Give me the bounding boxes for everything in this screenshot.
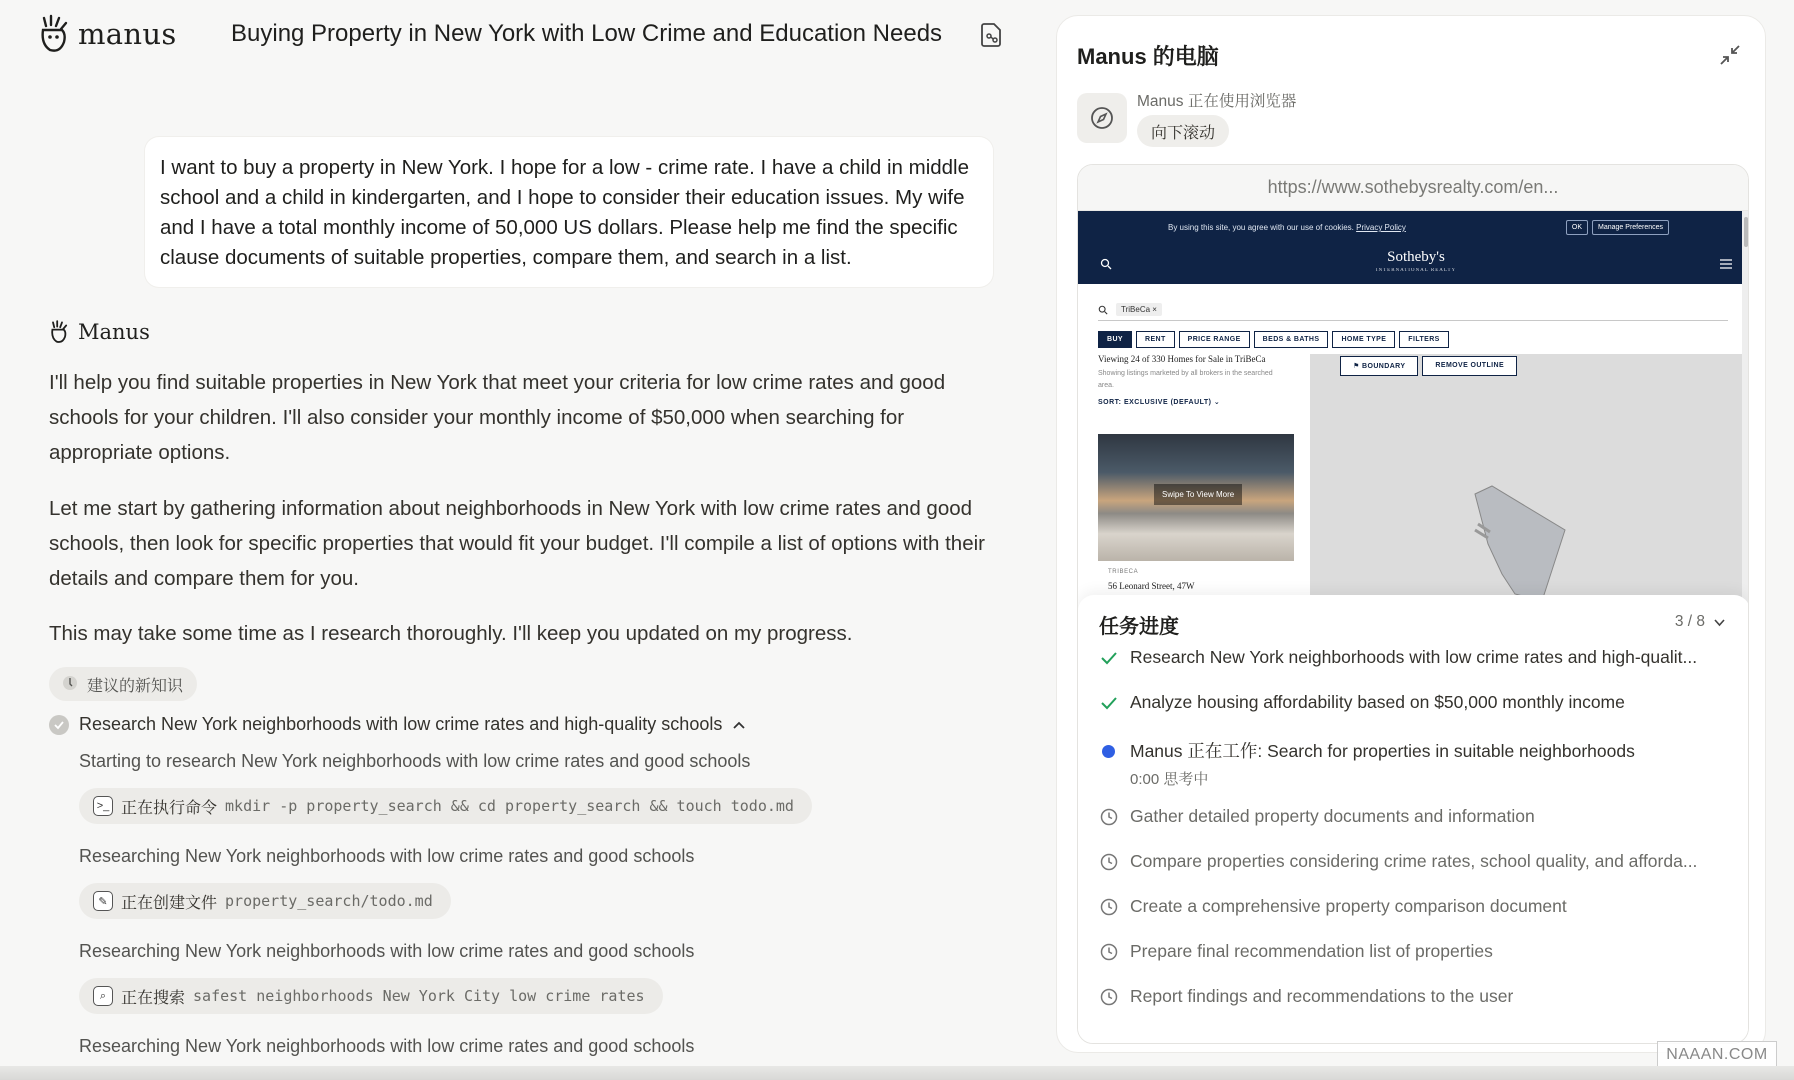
active-task-status: 0:00 思考中 — [1130, 771, 1209, 788]
swipe-label: Swipe To View More — [1154, 484, 1242, 505]
computer-panel — [1056, 15, 1766, 1053]
filter-rent[interactable]: RENT — [1136, 331, 1175, 348]
progress-task: Research New York neighborhoods with low crime rates and high-qualit... — [1099, 647, 1729, 669]
progress-count: 3 / 8 — [1674, 613, 1705, 630]
clock-icon — [1099, 851, 1118, 873]
check-icon — [1099, 692, 1118, 714]
search-icon: ⌕ — [93, 986, 113, 1006]
clock-icon — [1099, 806, 1118, 828]
step-sub-text: Researching New York neighborhoods with low crime rates and good schools — [79, 941, 695, 961]
filter-home-type[interactable]: HOME TYPE — [1332, 331, 1395, 348]
progress-task: Prepare final recommendation list of properties — [1099, 941, 1729, 963]
cookie-preferences-button[interactable]: Manage Preferences — [1592, 220, 1669, 235]
tool-status: Manus 正在使用浏览器 — [1137, 93, 1297, 110]
action-label: 正在执行命令 — [121, 799, 218, 817]
panel-title: Manus 的电脑 — [1077, 44, 1219, 69]
in-progress-dot-icon — [1099, 738, 1118, 760]
listing-neighborhood: TRIBECA — [1108, 569, 1139, 575]
search-icon[interactable] — [1100, 258, 1112, 270]
progress-task: Compare properties considering crime rates, school quality, and afforda... — [1099, 851, 1729, 873]
lightbulb-icon — [61, 675, 79, 693]
clock-icon — [1099, 941, 1118, 963]
listing-address: 56 Leonard Street, 47W — [1108, 581, 1195, 591]
search-tag[interactable]: TriBeCa × — [1116, 303, 1162, 316]
search-icon — [1098, 305, 1108, 315]
watermark: NAAAN.COM — [1657, 1041, 1777, 1069]
sothebys-logo[interactable]: Sotheby's INTERNATIONAL REALTY — [1375, 249, 1457, 273]
filter-buy[interactable]: BUY — [1098, 331, 1132, 348]
action-label: 正在搜索 — [121, 989, 186, 1007]
suggested-knowledge-button[interactable] — [49, 667, 197, 701]
filter-bar — [1098, 331, 1449, 348]
share-button[interactable] — [976, 20, 1006, 50]
sort-dropdown[interactable]: SORT: EXCLUSIVE (DEFAULT) ⌄ — [1098, 399, 1221, 406]
progress-toggle[interactable] — [1675, 613, 1726, 631]
share-file-icon — [979, 22, 1003, 48]
listing-column — [1098, 354, 1298, 406]
agent-name: Manus — [78, 320, 150, 344]
tool-action-badge: 向下滚动 — [1137, 115, 1229, 147]
bottom-edge — [0, 1066, 1794, 1080]
step-header[interactable] — [49, 714, 746, 735]
clock-icon — [1099, 986, 1118, 1008]
check-icon — [1099, 647, 1118, 669]
agent-paragraph: Let me start by gathering information about neighborhoods in New York with low crime rates and good schools, then look for specific properties that would fit your budget. I'll compile a list of options with their details and compare them for you. — [49, 497, 985, 590]
task-title: Buying Property in New York with Low Crime and Education Needs — [231, 20, 943, 47]
progress-task: Report findings and recommendations to the user — [1099, 986, 1729, 1008]
compass-icon — [1089, 105, 1115, 131]
user-message: I want to buy a property in New York. I hope for a low - crime rate. I have a child in middle school and a child in kindergarten, and I hope to consider their education issues. My wife and I have a total monthly income of 50,000 US dollars. Please help me find the specific clause documents of suitable properties, compare them, and search in a list. — [145, 137, 993, 287]
filter-more[interactable]: FILTERS — [1399, 331, 1448, 348]
filter-beds-baths[interactable]: BEDS & BATHS — [1254, 331, 1329, 348]
hamburger-menu-icon[interactable] — [1720, 259, 1732, 269]
chevron-down-icon — [1713, 616, 1726, 629]
manus-hand-icon — [36, 14, 72, 54]
cookie-banner — [1078, 211, 1749, 244]
listing-note: Showing listings marketed by all brokers in the searched area. — [1098, 370, 1273, 389]
step-sub-text: Researching New York neighborhoods with low crime rates and good schools — [79, 1036, 695, 1056]
step-sub-text: Researching New York neighborhoods with low crime rates and good schools — [79, 846, 695, 866]
task-progress-card — [1078, 595, 1749, 1044]
progress-task: Gather detailed property documents and information — [1099, 806, 1729, 828]
action-detail: property_search/todo.md — [225, 892, 433, 910]
site-nav — [1078, 244, 1749, 284]
action-chip-create-file[interactable] — [79, 883, 451, 919]
chevron-up-icon[interactable] — [732, 718, 746, 732]
filter-price-range[interactable]: PRICE RANGE — [1179, 331, 1250, 348]
action-chip-search[interactable] — [79, 978, 663, 1014]
sothebys-webpage — [1078, 211, 1749, 611]
action-label: 正在创建文件 — [121, 894, 218, 912]
edit-file-icon: ✎ — [93, 891, 113, 911]
agent-header — [48, 320, 150, 344]
url-bar: https://www.sothebysrealty.com/en... — [1078, 165, 1748, 211]
map-view[interactable] — [1310, 354, 1749, 611]
top-bar — [36, 10, 1006, 60]
results-count: Viewing 24 of 330 Homes for Sale in TriBeCa — [1098, 354, 1266, 364]
action-detail: mkdir -p property_search && cd property_search && touch todo.md — [225, 797, 794, 815]
manus-hand-icon — [48, 320, 70, 344]
remove-outline-button[interactable]: REMOVE OUTLINE — [1422, 356, 1517, 376]
cookie-text: By using this site, you agree with our use of cookies. Privacy Policy — [1168, 223, 1406, 232]
listing-photo[interactable] — [1098, 434, 1294, 562]
progress-task: Analyze housing affordability based on $50,000 monthly income — [1099, 692, 1729, 714]
browser-viewport — [1077, 164, 1749, 1044]
logo-text: manus — [78, 17, 177, 51]
progress-title: 任务进度 — [1099, 616, 1179, 638]
browser-tool-icon — [1077, 93, 1127, 143]
action-chip-command[interactable] — [79, 788, 812, 824]
step-sub-text: Starting to research New York neighborhoods with low crime rates and good schools — [79, 751, 751, 771]
agent-paragraph: This may take some time as I research thoroughly. I'll keep you updated on my progress. — [49, 622, 853, 645]
cookie-ok-button[interactable]: OK — [1566, 220, 1588, 235]
clock-icon — [1099, 896, 1118, 918]
scrollbar[interactable] — [1742, 211, 1749, 611]
boundary-button[interactable]: ⚑ BOUNDARY — [1340, 356, 1418, 376]
progress-task-active: Manus 正在工作: Search for properties in suitable neighborhoods — [1099, 738, 1729, 763]
step-title: Research New York neighborhoods with low crime rates and high-quality schools — [79, 714, 723, 734]
progress-task: Create a comprehensive property comparison document — [1099, 896, 1729, 918]
manus-logo[interactable] — [36, 14, 177, 54]
site-search-field[interactable] — [1098, 299, 1728, 321]
terminal-icon: >_ — [93, 796, 113, 816]
tribeca-boundary-shape — [1310, 354, 1749, 611]
knowledge-chip-label: 建议的新知识 — [87, 677, 184, 695]
collapse-icon[interactable] — [1717, 42, 1743, 68]
agent-paragraph: I'll help you find suitable properties in New York that meet your criteria for low crime rates and good schools for your children. I'll also consider your monthly income of $50,000 when searching for appropriate options. — [49, 371, 946, 464]
check-icon — [49, 715, 69, 735]
action-detail: safest neighborhoods New York City low crime rates — [193, 987, 645, 1005]
